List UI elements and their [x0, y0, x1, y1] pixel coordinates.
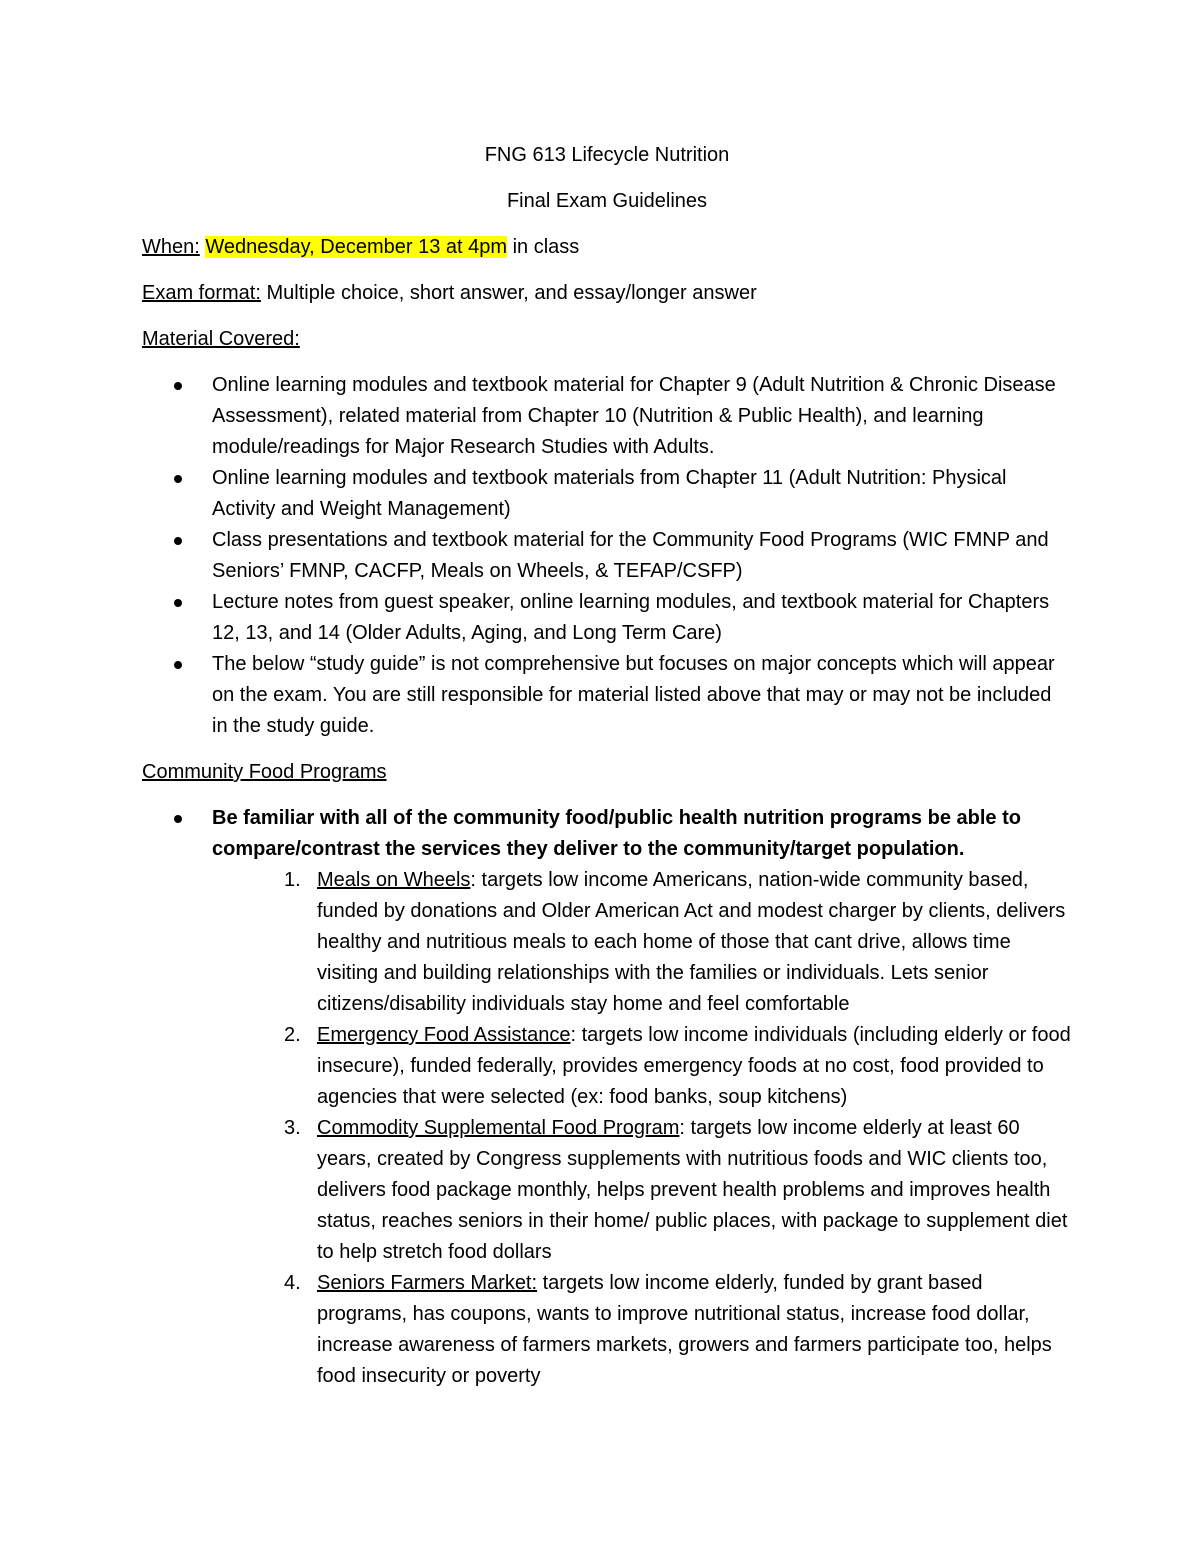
- bullet-icon: [174, 382, 182, 390]
- program-item: 4. Seniors Farmers Market: targets low income elderly, funded by grant based programs, has coupons, wants to improve nutritional status, increase food dollar, increase awareness of farmers markets, growers and farmers participate too, helps food insecurity or poverty: [284, 1272, 1052, 1387]
- bullet-icon: [174, 815, 182, 823]
- material-list: [142, 370, 1072, 742]
- programs-numbered-list: [212, 865, 1072, 1392]
- community-bullet-text: Be familiar with all of the community food/public health nutrition programs be able to compare/contrast the services they deliver to the community/target population.: [212, 807, 1021, 860]
- program-name: Meals on Wheels: [317, 869, 471, 891]
- document-body: [142, 140, 1072, 1392]
- program-item: 1. Meals on Wheels: targets low income Americans, nation-wide community based, funded by donations and Older American Act and modest charger by clients, delivers healthy and nutritious meals to each home of those that cant drive, allows time visiting and building relationships with the families or individuals. Lets senior citizens/disability individuals stay home and feel comfortable: [284, 869, 1066, 1015]
- list-item: Online learning modules and textbook material for Chapter 9 (Adult Nutrition & Chronic Disease Assessment), related material from Chapter 10 (Nutrition & Public Health), and learning module/readings for Major Research Studies with Adults.: [142, 370, 1072, 463]
- program-description: targets low income elderly, funded by grant based programs, has coupons, wants to improve nutritional status, increase food dollar, increase awareness of farmers markets, growers and farmers participate too, helps food insecurity or poverty: [317, 1272, 1052, 1387]
- when-label: When:: [142, 236, 200, 258]
- list-item: Lecture notes from guest speaker, online learning modules, and textbook material for Chapters 12, 13, and 14 (Older Adults, Aging, and Long Term Care): [142, 587, 1072, 649]
- document-title: Final Exam Guidelines: [506, 190, 708, 212]
- exam-date-highlight: Wednesday, December 13 at 4pm: [205, 236, 508, 258]
- when-line: [142, 232, 1072, 263]
- program-description: targets low income elderly at least 60 years, created by Congress supplements with nutritious foods and WIC clients too, delivers food package monthly, helps prevent health problems and improves health status, reaches seniors in their home/ public places, with package to supplement diet to help stretch food dollars: [317, 1117, 1068, 1263]
- program-description: targets low income Americans, nation-wide community based, funded by donations and Older American Act and modest charger by clients, delivers healthy and nutritious meals to each home of those that cant drive, allows time visiting and building relationships with the families or individuals. Lets senior citizens/disability individuals stay home and feel comfortable: [317, 869, 1066, 1015]
- program-description: targets low income individuals (including elderly or food insecure), funded federally, provides emergency foods at no cost, food provided to agencies that were selected (ex: food banks, soup kitchens): [317, 1024, 1071, 1108]
- program-item: 3. Commodity Supplemental Food Program: targets low income elderly at least 60 years, created by Congress supplements with nutritious foods and WIC clients too, delivers food package monthly, helps prevent health problems and improves health status, reaches seniors in their home/ public places, with package to supplement diet to help stretch food dollars: [284, 1117, 1068, 1263]
- bullet-icon: [174, 661, 182, 669]
- bullet-icon: [174, 537, 182, 545]
- bullet-icon: [174, 475, 182, 483]
- material-covered-heading: Material Covered:: [142, 328, 300, 350]
- bullet-icon: [174, 599, 182, 607]
- program-name: Commodity Supplemental Food Program: [317, 1117, 680, 1139]
- community-food-programs-heading: Community Food Programs: [142, 761, 387, 783]
- exam-format-line: [142, 278, 1072, 309]
- list-item: The below “study guide” is not comprehensive but focuses on major concepts which will appear on the exam. You are still responsible for material listed above that may or may not be included in the study guide.: [142, 649, 1072, 742]
- program-name: Seniors Farmers Market:: [317, 1272, 538, 1294]
- list-item: Online learning modules and textbook materials from Chapter 11 (Adult Nutrition: Physical Activity and Weight Management): [142, 463, 1072, 525]
- program-item: 2. Emergency Food Assistance: targets low income individuals (including elderly or food insecure), funded federally, provides emergency foods at no cost, food provided to agencies that were selected (ex: food banks, soup kitchens): [284, 1024, 1071, 1108]
- exam-format-label: Exam format:: [142, 282, 261, 304]
- course-title: FNG 613 Lifecycle Nutrition: [484, 144, 730, 166]
- program-name: Emergency Food Assistance: [317, 1024, 571, 1046]
- community-programs-list: [142, 803, 1072, 1392]
- list-item: Class presentations and textbook material for the Community Food Programs (WIC FMNP and Seniors’ FMNP, CACFP, Meals on Wheels, & TEFAP/CSFP): [142, 525, 1072, 587]
- list-item: [142, 803, 1072, 1392]
- exam-format-value: Multiple choice, short answer, and essay/longer answer: [260, 282, 757, 304]
- when-rest: in class: [507, 236, 580, 258]
